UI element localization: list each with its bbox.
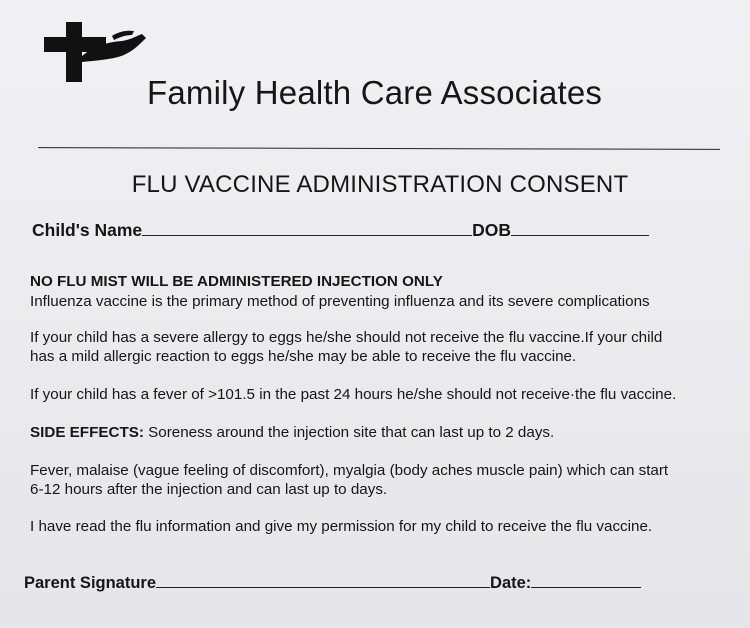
parent-signature-label: Parent Signature xyxy=(24,574,157,592)
cross-with-hand-icon xyxy=(42,22,152,84)
signature-row xyxy=(24,574,641,593)
date-label: Date: xyxy=(490,574,532,592)
form-title: FLU VACCINE ADMINISTRATION CONSENT xyxy=(131,171,629,198)
intro-text: Influenza vaccine is the primary method of preventing influenza and its severe complications xyxy=(30,293,650,310)
dob-field[interactable] xyxy=(511,235,649,236)
parent-signature-field[interactable] xyxy=(156,587,490,588)
consent-statement: I have read the flu information and give my permission for my child to receive the flu vaccine. xyxy=(30,518,653,535)
child-name-field[interactable] xyxy=(142,235,472,236)
header-divider xyxy=(38,147,720,150)
symptoms-text-line-2: 6-12 hours after the injection and can last up to days. xyxy=(30,481,388,498)
side-effects-text xyxy=(30,423,554,442)
clinic-name: Family Health Care Associates xyxy=(147,74,603,111)
fever-text: If your child has a fever of >101.5 in the past 24 hours he/she should not receive·the flu vaccine. xyxy=(30,386,677,403)
allergy-text-line-1: If your child has a severe allergy to eggs he/she should not receive the flu vaccine.If your child xyxy=(30,329,663,346)
child-name-label: Child's Name xyxy=(32,220,143,240)
dob-label: DOB xyxy=(472,220,512,240)
symptoms-text-line-1: Fever, malaise (vague feeling of discomfort), myalgia (body aches muscle pain) which can start xyxy=(30,462,669,479)
child-info-row xyxy=(32,220,649,241)
allergy-text-line-2: has a mild allergic reaction to eggs he/she may be able to receive the flu vaccine. xyxy=(30,348,577,365)
date-field[interactable] xyxy=(531,587,641,588)
side-effects-description: Soreness around the injection site that can last up to 2 days. xyxy=(143,424,555,441)
injection-only-notice: NO FLU MIST WILL BE ADMINISTERED INJECTION ONLY xyxy=(30,273,443,290)
side-effects-label: SIDE EFFECTS: xyxy=(30,424,144,441)
